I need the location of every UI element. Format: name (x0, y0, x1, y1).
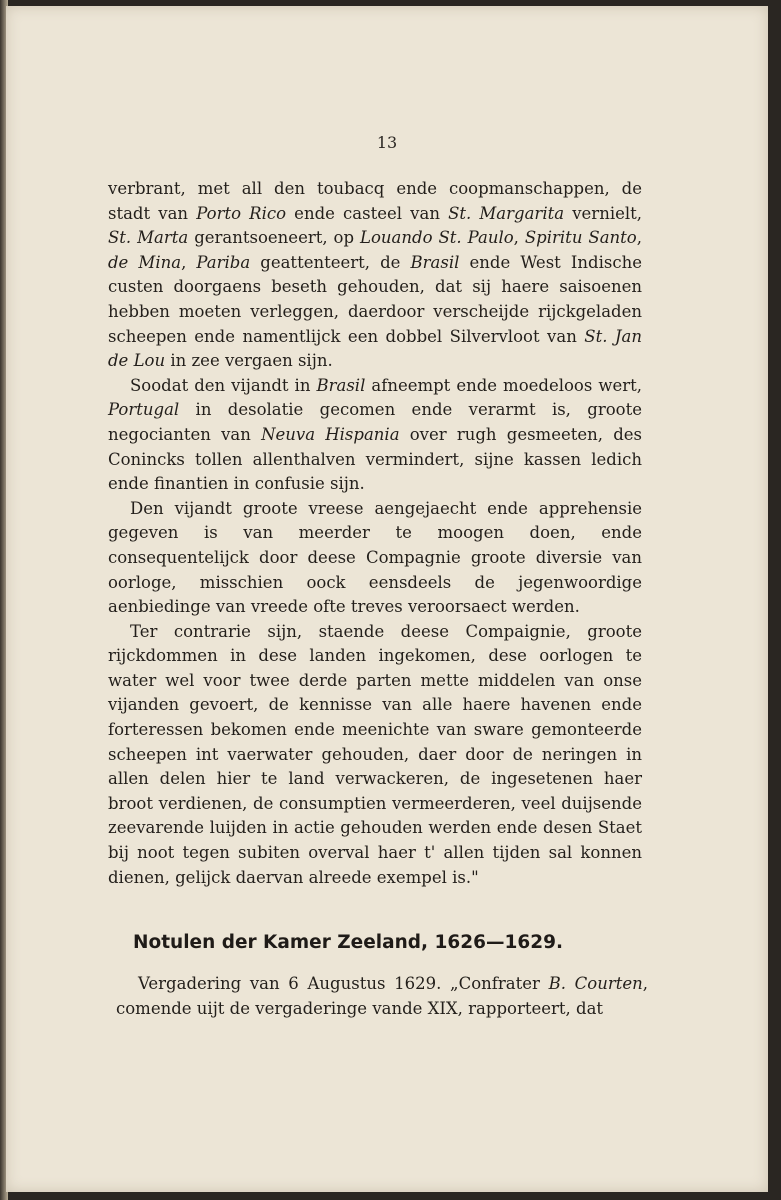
place-name: Porto Rico (196, 203, 287, 223)
book-page (6, 6, 768, 1192)
text-run: , (636, 228, 642, 248)
place-name: St. Marta (108, 228, 189, 248)
place-name: St. Margarita (448, 203, 565, 223)
text-run: vernielt, (564, 203, 643, 223)
place-name: St. Jan de Lou (108, 326, 642, 371)
text-run: in desolatie gecomen ende verarmt is, groote negocianten van (108, 400, 642, 444)
paragraph-5 (116, 972, 648, 1022)
text-run: ende casteel van (286, 203, 449, 223)
section-text (116, 972, 648, 1022)
place-name: Brasil (316, 375, 366, 395)
place-name: Portugal (108, 400, 180, 420)
text-run: Vergadering van 6 Augustus 1629. „Confrater (138, 974, 549, 993)
section-heading: Notulen der Kamer Zeeland, 1626—1629. (133, 932, 563, 953)
text-run: ende West Indische custen doorgaens beseth gehouden, dat sij haere saisoenen hebben moeten verleggen, daerdoor verscheijde rijckgeladen scheepen ende namentlijck een dobbel Silvervloot van (108, 252, 642, 346)
person-name: B. Courten (548, 974, 643, 993)
text-run: , (181, 252, 197, 272)
paragraph-3: Den vijandt groote vreese aengejaecht ende apprehensie gegeven is van meerder te moogen doen, ende consequentelijck door deese Compagnie groote diversie van oorloge, misschien oock eensdeels de jegenwoordige aenbiedinge van vreede ofte treves veroorsaect werden. (108, 498, 642, 617)
text-run: over rugh gesmeeten, des Conincks tollen allenthalven vermindert, sijne kassen ledich ende finantien in confusie sijn. (108, 424, 642, 494)
text-run: Soodat den vijandt in (130, 375, 317, 395)
place-name: de Mina (108, 252, 182, 272)
place-name: Brasil (410, 252, 460, 272)
paragraph-4: Ter contrarie sijn, staende deese Compaignie, groote rijckdommen in dese landen ingekomen, dese oorlogen te water wel voor twee derde parten mette middelen van onse vijanden gevoert, de kennisse van alle haere havenen ende forteressen bekomen ende meenichte van sware gemonteerde scheepen int vaerwater gehouden, daer door de neringen in allen delen hier te land verwackeren, de ingesetenen haer broot verdienen, de consumptien vermeerderen, veel duijsende zeevarende luijden in actie gehouden werden ende desen Staet bij noot tegen subiten overval haer t' allen tijden sal konnen dienen, gelijck daervan alreede exempel is." (108, 621, 642, 887)
paragraph-1 (108, 177, 642, 374)
paragraph-2 (108, 374, 642, 497)
text-run: afneempt ende moedeloos wert, (365, 375, 642, 395)
text-run: verbrant, met all den toubacq ende coopmanschappen, de stadt van (108, 179, 642, 223)
place-name: Louando St. Paulo (360, 228, 514, 248)
place-name: Neuva Hispania (261, 424, 400, 444)
place-name: Spiritu Santo (524, 228, 637, 248)
body-text (108, 177, 642, 890)
text-run: geattenteert, de (250, 252, 411, 272)
page-number: 13 (376, 133, 398, 152)
text-run: , (513, 228, 525, 248)
text-run: , comende uijt de vergaderinge vande XIX, rapporteert, dat (116, 974, 648, 1018)
text-run: in zee vergaen sijn. (165, 351, 333, 371)
place-name: Pariba (196, 252, 251, 272)
text-run: gerantsoeneert, op (188, 228, 361, 248)
